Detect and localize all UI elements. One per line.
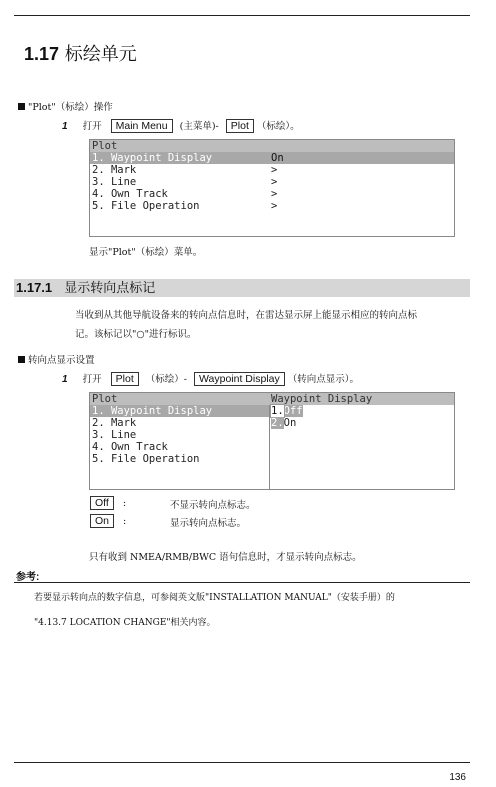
option-off: 1.Off	[271, 405, 303, 417]
waypoint-menu-item: 4. Own Track	[92, 441, 168, 453]
plot-menu-title: Plot	[90, 140, 454, 152]
page-number: 136	[449, 772, 466, 783]
plot-op-heading: "Plot"（标绘）操作	[18, 99, 113, 113]
step-verb: 打开	[82, 374, 102, 385]
reference-label: 参考:	[16, 572, 40, 583]
definition-off: Off :	[90, 496, 126, 510]
step-number: 1	[62, 121, 68, 132]
waypoint-menu-header	[90, 393, 454, 405]
plot-op-step-1	[62, 118, 300, 133]
chapter-number: 1.17	[24, 44, 60, 64]
reference-line: 若要显示转向点的数字信息，可参阅英文版"INSTALLATION MANUAL"（安装手册）的	[34, 593, 395, 603]
waypoint-submenu-title: Waypoint Display	[271, 393, 373, 405]
waypoint-menu-item: 3. Line	[92, 429, 137, 441]
off-key: Off	[90, 496, 114, 510]
step-mid-text: （标绘）-	[145, 374, 187, 385]
chapter-title	[24, 40, 137, 66]
waypoint-menu-item: 5. File Operation	[92, 453, 200, 465]
definition-on: On :	[90, 514, 126, 528]
nmea-note: 只有收到 NMEA/RMB/BWC 语句信息时，才显示转向点标志。	[89, 552, 362, 563]
plot-menu-item: 5. File Operation >	[92, 200, 278, 212]
definition-on-desc: 显示转向点标志。	[170, 518, 247, 529]
section-number: 1.17.1	[16, 280, 53, 295]
plot-menu-caption: 显示"Plot"（标绘）菜单。	[89, 247, 203, 258]
on-key: On	[90, 514, 114, 528]
plot-menu-item: 2. Mark >	[92, 164, 278, 176]
section-paragraph-line: 记。该标记以"○"进行标识。	[75, 329, 197, 340]
waypoint-menu-item: 2. Mark 2.On	[92, 417, 297, 429]
waypoint-menu-title: Plot	[92, 393, 118, 405]
waypoint-display-key: Waypoint Display	[194, 372, 285, 386]
section-paragraph-line: 当收到从其他导航设备来的转向点信息时，在雷达显示屏上能显示相应的转向点标	[75, 310, 418, 321]
reference-line: "4.13.7 LOCATION CHANGE"相关内容。	[34, 618, 216, 628]
step-verb: 打开	[82, 121, 102, 132]
waypoint-menu-item: 1. Waypoint Display 1.Off	[92, 405, 303, 417]
section-heading	[16, 279, 155, 298]
reference-rule	[14, 582, 470, 583]
step-tail-text: （标绘）。	[256, 121, 300, 132]
definition-off-desc: 不显示转向点标志。	[170, 500, 256, 511]
plot-menu-item: 4. Own Track >	[92, 188, 278, 200]
plot-menu-screen	[89, 139, 455, 237]
section-title: 显示转向点标记	[64, 281, 156, 296]
wp-setting-heading: 转向点显示设置	[18, 352, 95, 366]
chapter-title-text: 标绘单元	[64, 44, 137, 65]
plot-menu-item: 3. Line >	[92, 176, 278, 188]
bottom-rule	[14, 762, 470, 763]
square-bullet-icon	[18, 356, 25, 363]
step-mid-text: (主菜单)-	[179, 121, 219, 132]
step-tail-text: （转向点显示）。	[287, 374, 360, 385]
plot-key: Plot	[226, 119, 254, 133]
plot-key: Plot	[111, 372, 139, 386]
top-rule	[14, 15, 470, 16]
main-menu-key: Main Menu	[111, 119, 173, 133]
square-bullet-icon	[18, 103, 25, 110]
wp-setting-step-1	[62, 371, 359, 386]
step-number: 1	[62, 374, 68, 385]
option-on: 2.On	[271, 417, 297, 429]
plot-menu-item: 1. Waypoint Display On	[90, 152, 454, 164]
waypoint-menu-screen	[89, 392, 455, 490]
